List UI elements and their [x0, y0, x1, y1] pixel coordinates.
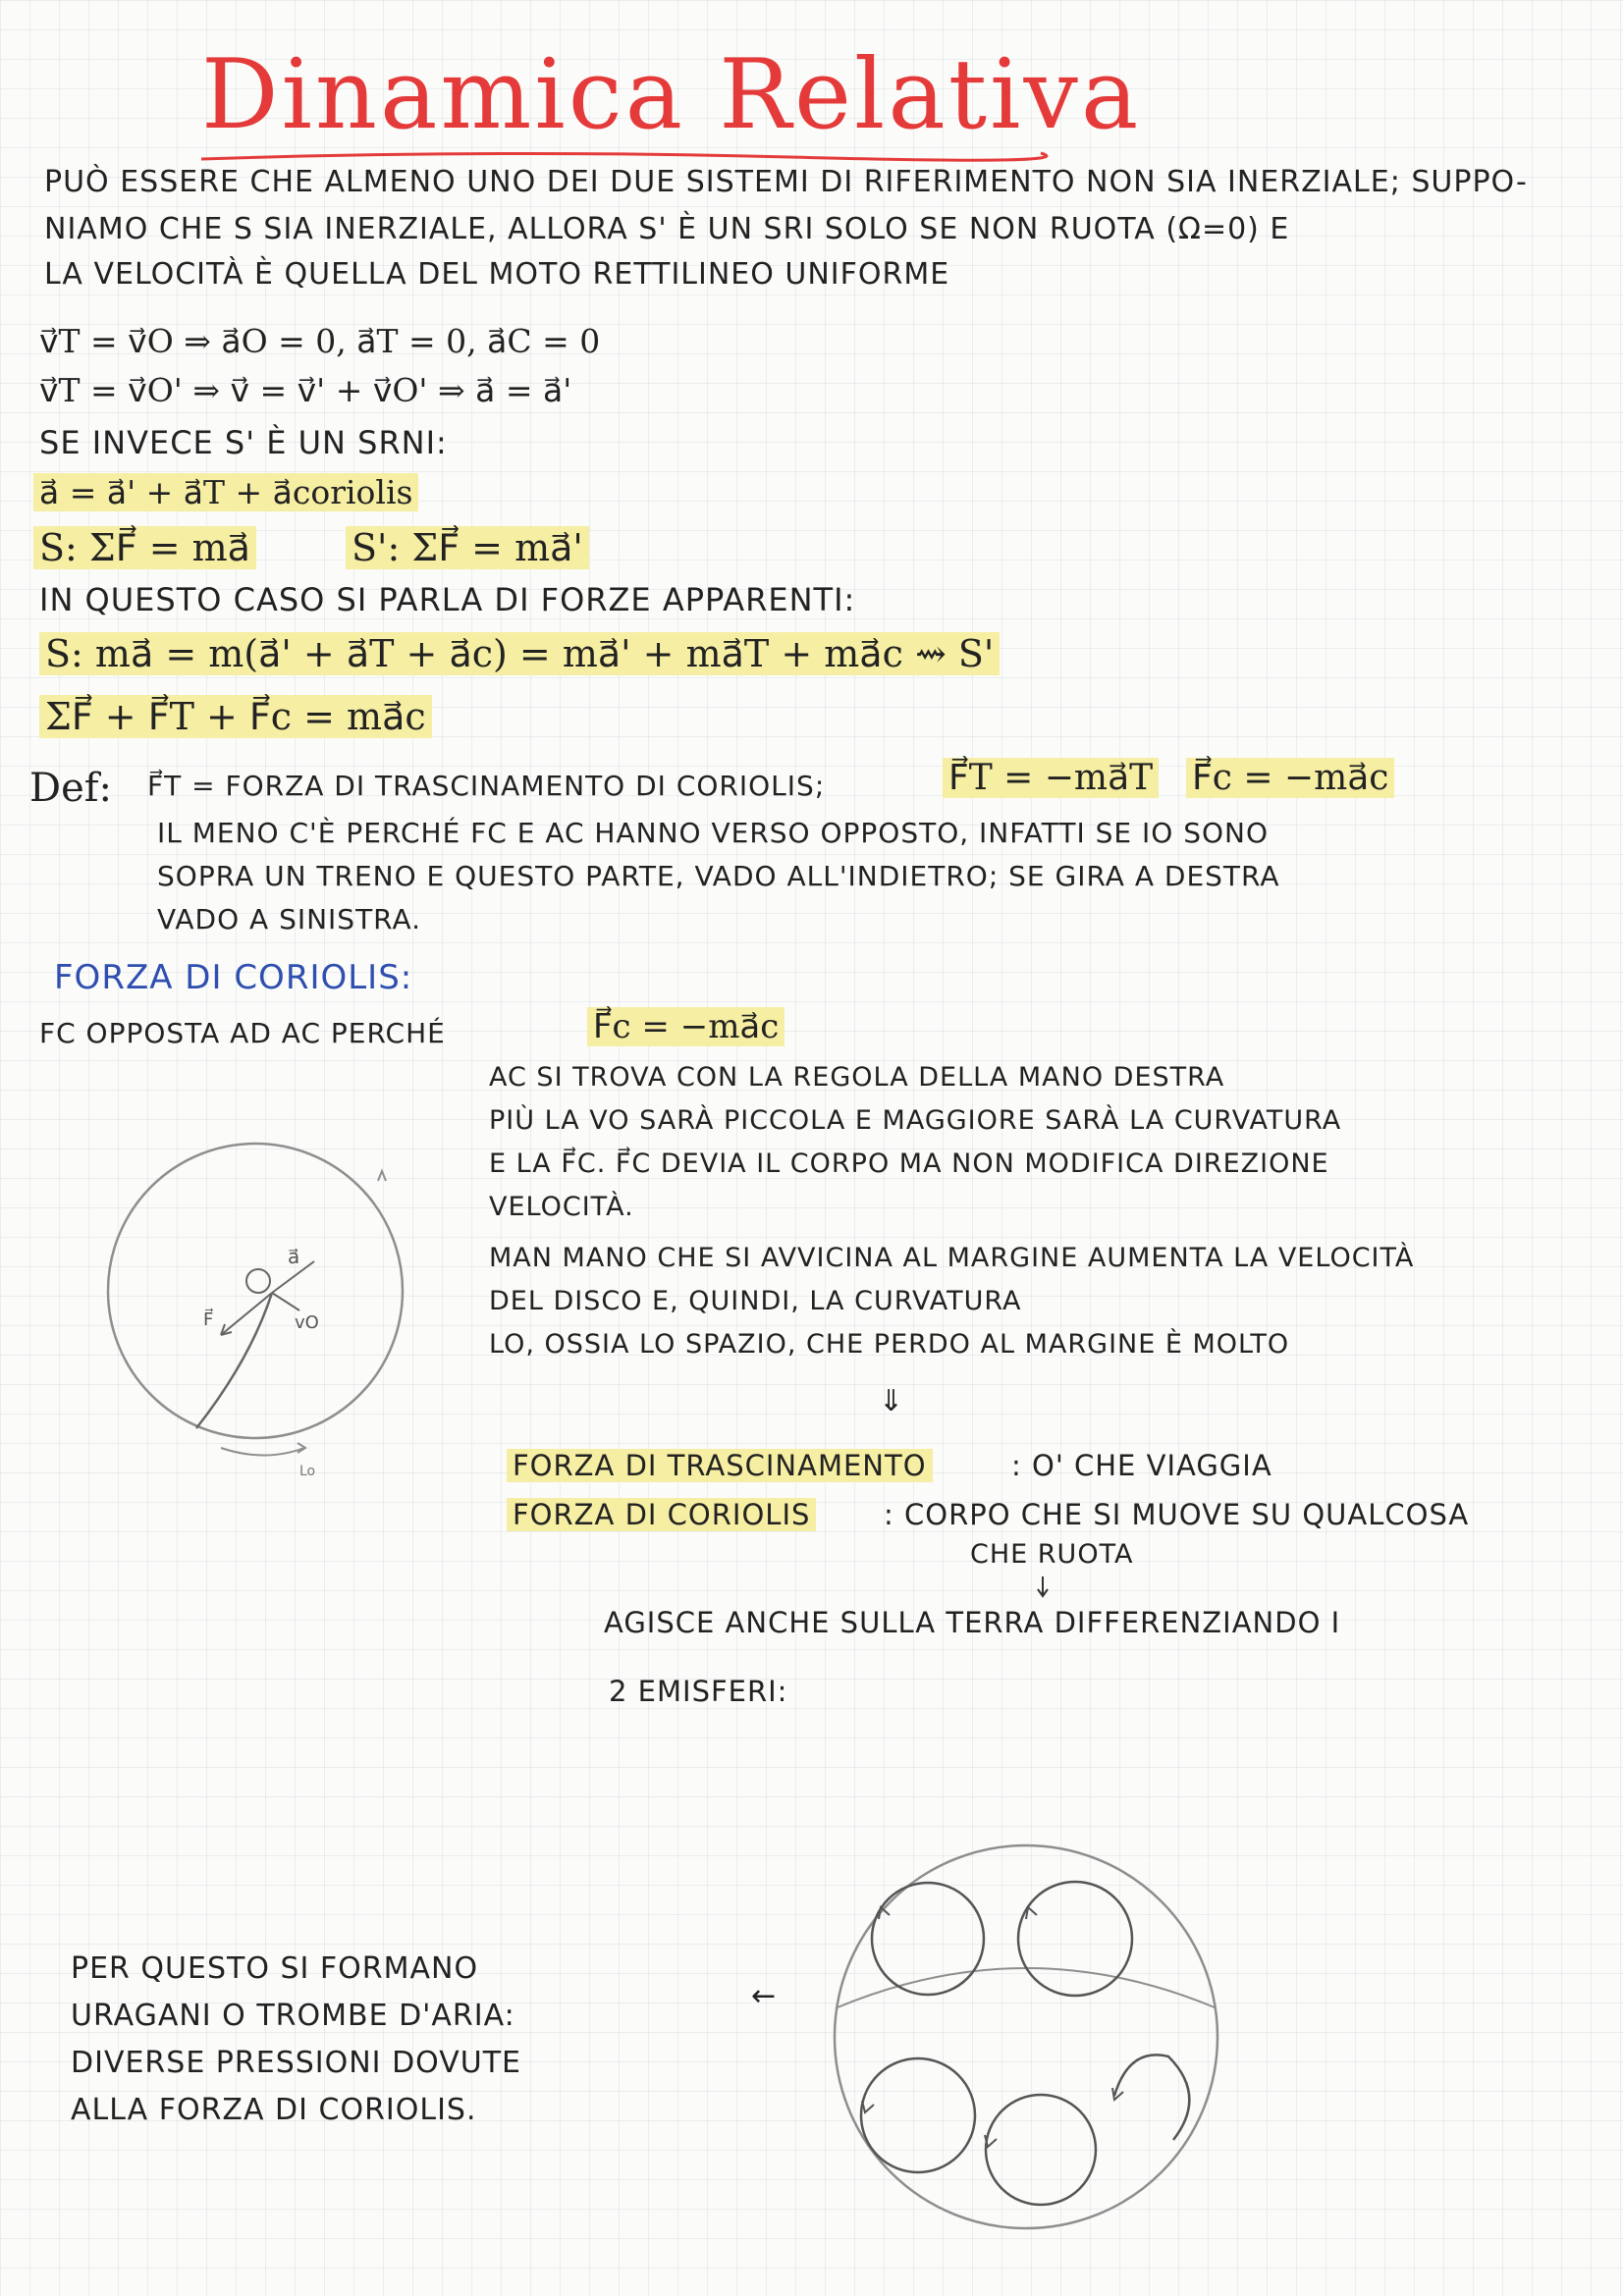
rotating-disk-diagram — [93, 1124, 417, 1477]
coriolis-text-2: CHE RUOTA — [970, 1539, 1134, 1570]
def-line-1: IL MENO C'È PERCHÉ FC E AC HANNO VERSO OPPOSTO, INFATTI SE IO SONO — [157, 817, 1269, 849]
disk-label-a: a⃗ — [288, 1245, 300, 1268]
coriolis-formula: F⃗c = −ma⃗c — [587, 1007, 784, 1046]
equation-2: v⃗T = v⃗O' ⇒ v⃗ = v⃗' + v⃗O' ⇒ a⃗ = a⃗' — [39, 371, 572, 409]
small-down-arrow-icon — [1036, 1576, 1050, 1598]
intro-line-1: PUÒ ESSERE CHE ALMENO UNO DEI DUE SISTEMI DI RIFERIMENTO NON SIA INERZIALE; SUPPO- — [44, 165, 1528, 199]
srni-intro: SE INVECE S' È UN SRNI: — [39, 424, 448, 461]
earth-hemispheres-diagram — [830, 1841, 1222, 2233]
right-line-4: VELOCITÀ. — [489, 1192, 634, 1222]
coriolis-label: FORZA DI CORIOLIS — [507, 1498, 816, 1531]
def-label: Def: — [29, 766, 113, 811]
bottom-line-3: DIVERSE PRESSIONI DOVUTE — [71, 2046, 522, 2080]
equation-1: v⃗T = v⃗O ⇒ a⃗O = 0, a⃗T = 0, a⃗C = 0 — [39, 322, 601, 360]
equation-4a: S: ΣF⃗ = ma⃗ — [33, 526, 256, 569]
down-arrow-icon: ⇓ — [879, 1384, 905, 1418]
right-line-5: MAN MANO CHE SI AVVICINA AL MARGINE AUMENTA LA VELOCITÀ — [489, 1243, 1415, 1273]
disk-label-lo: Lo — [299, 1464, 316, 1479]
right-line-6: DEL DISCO E, QUINDI, LA CURVATURA — [489, 1286, 1022, 1316]
left-arrow-icon: ← — [751, 1979, 778, 2013]
apparent-forces-line: IN QUESTO CASO SI PARLA DI FORZE APPARENTI: — [39, 581, 856, 618]
intro-line-2: NIAMO CHE S SIA INERZIALE, ALLORA S' È UN SRI SOLO SE NON RUOTA (Ω=0) E — [44, 212, 1290, 246]
title-underline — [201, 147, 1046, 167]
def-line-3: VADO A SINISTRA. — [157, 903, 422, 935]
equation-5: S: ma⃗ = m(a⃗' + a⃗T + a⃗c) = ma⃗' + ma⃗T + ma⃗c ⇝ S' — [39, 632, 1000, 675]
bottom-line-4: ALLA FORZA DI CORIOLIS. — [71, 2093, 477, 2127]
def-line-2: SOPRA UN TRENO E QUESTO PARTE, VADO ALL'INDIETRO; SE GIRA A DESTRA — [157, 860, 1280, 892]
right-line-1: AC SI TROVA CON LA REGOLA DELLA MANO DESTRA — [489, 1062, 1225, 1093]
disk-label-f: F⃗ — [203, 1309, 214, 1330]
coriolis-line: FC OPPOSTA AD AC PERCHÉ — [39, 1017, 446, 1049]
earth-line-2: 2 EMISFERI: — [609, 1675, 788, 1708]
equation-6: ΣF⃗ + F⃗T + F⃗c = ma⃗c — [39, 695, 432, 738]
trasc-text: : O' CHE VIAGGIA — [1011, 1449, 1272, 1482]
equation-3: a⃗ = a⃗' + a⃗T + a⃗coriolis — [33, 473, 418, 511]
right-line-3: E LA F⃗C. F⃗C DEVIA IL CORPO MA NON MODIFICA DIREZIONE — [489, 1148, 1329, 1179]
def-text: F⃗T = FORZA DI TRASCINAMENTO DI CORIOLIS; — [147, 770, 826, 802]
equation-4b: S': ΣF⃗ = ma⃗' — [346, 526, 589, 569]
page-title: Dinamica Relativa — [201, 39, 1142, 151]
earth-line-1: AGISCE ANCHE SULLA TERRA DIFFERENZIANDO I — [604, 1606, 1341, 1639]
coriolis-text: : CORPO CHE SI MUOVE SU QUALCOSA — [884, 1498, 1470, 1531]
def-formula-1: F⃗T = −ma⃗T — [943, 758, 1159, 798]
trasc-label: FORZA DI TRASCINAMENTO — [507, 1449, 933, 1482]
disk-label-v: vO — [295, 1312, 319, 1333]
bottom-line-2: URAGANI O TROMBE D'ARIA: — [71, 1999, 515, 2033]
intro-line-3: LA VELOCITÀ È QUELLA DEL MOTO RETTILINEO UNIFORME — [44, 257, 950, 292]
bottom-line-1: PER QUESTO SI FORMANO — [71, 1951, 479, 1986]
right-line-2: PIÙ LA VO SARÀ PICCOLA E MAGGIORE SARÀ LA CURVATURA — [489, 1105, 1342, 1136]
coriolis-heading: FORZA DI CORIOLIS: — [54, 958, 413, 997]
def-formula-2: F⃗c = −ma⃗c — [1186, 758, 1394, 798]
right-line-7: LO, OSSIA LO SPAZIO, CHE PERDO AL MARGINE È MOLTO — [489, 1329, 1290, 1360]
